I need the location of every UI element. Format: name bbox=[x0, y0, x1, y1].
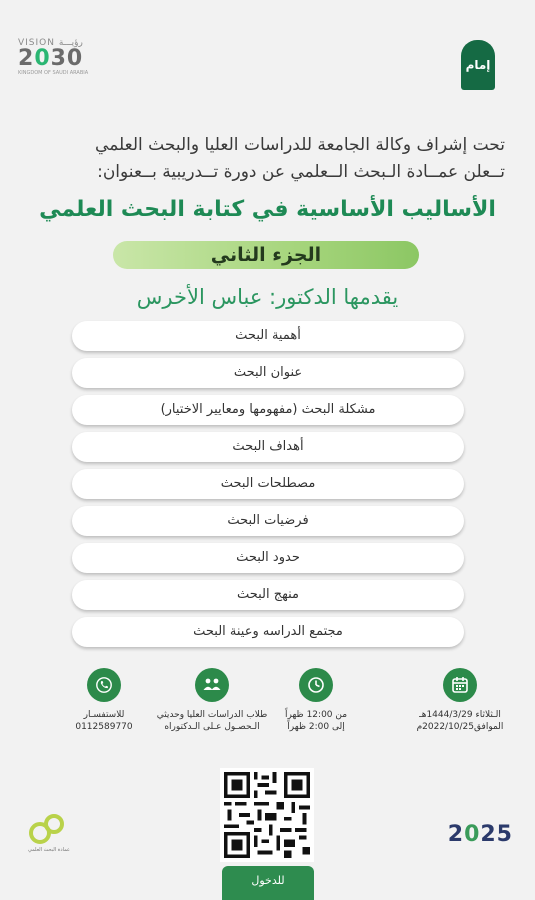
topic-item: عنوان البحث bbox=[72, 358, 464, 388]
topics-list bbox=[72, 321, 464, 654]
event-info-row bbox=[0, 668, 535, 748]
deanship-logo-text: عمادة البحث العلمي bbox=[28, 847, 71, 853]
vision-2030-logo bbox=[18, 38, 104, 88]
intro-text bbox=[25, 132, 505, 186]
topic-item: مجتمع الدراسه وعينة البحث bbox=[72, 617, 464, 647]
enter-button[interactable]: للدخول bbox=[222, 866, 314, 900]
clock-icon bbox=[299, 668, 333, 702]
vision-year: 2030 bbox=[18, 46, 84, 71]
deanship-logo bbox=[28, 813, 98, 853]
contact-label: للاستفسـار bbox=[83, 710, 125, 720]
topic-item: أهداف البحث bbox=[72, 432, 464, 462]
vision-label: VISION رؤيـــة bbox=[18, 38, 83, 48]
audience-line-2: الـحصـول عـلى الـدكتوراه bbox=[164, 722, 260, 732]
presenter-name: يقدمها الدكتور: عباس الأخرس bbox=[136, 285, 399, 309]
university-logo bbox=[461, 40, 495, 90]
deanship-logo-icon bbox=[28, 813, 68, 845]
contact-phone: 0112589770 bbox=[75, 722, 133, 732]
phone-icon bbox=[87, 668, 121, 702]
time-start: من 12:00 ظهراً bbox=[284, 710, 348, 720]
intro-line-1: تحت إشراف وكالة الجامعة للدراسات العليا والبحث العلمي bbox=[95, 135, 505, 155]
date-gregorian: الموافق2022/10/25م bbox=[416, 722, 504, 732]
time-info bbox=[256, 668, 376, 733]
topic-item: مشكلة البحث (مفهومها ومعايير الاختيار) bbox=[72, 395, 464, 425]
date-info bbox=[400, 668, 520, 733]
topic-item: منهج البحث bbox=[72, 580, 464, 610]
date-hijri: الـثلاثاء 1444/3/29هـ bbox=[419, 710, 501, 720]
topic-item: حدود البحث bbox=[72, 543, 464, 573]
topic-item: أهمية البحث bbox=[72, 321, 464, 351]
vision-subtitle: KINGDOM OF SAUDI ARABIA bbox=[18, 70, 89, 76]
registration-qr-code[interactable] bbox=[220, 768, 314, 862]
audience-line-1: طلاب الدراسات العليا وحديثي bbox=[156, 710, 268, 720]
intro-line-2: تــعلن عمــادة الـبحث الــعلمي عن دورة تــدريبية بــعنوان: bbox=[97, 162, 505, 182]
audience-icon bbox=[195, 668, 229, 702]
audience-info bbox=[152, 668, 272, 733]
time-end: إلى 2:00 ظهراً bbox=[287, 722, 345, 732]
calendar-icon bbox=[443, 668, 477, 702]
contact-info bbox=[44, 668, 164, 733]
university-logo-text: إمام bbox=[465, 58, 491, 72]
topic-item: مصطلحات البحث bbox=[72, 469, 464, 499]
topic-item: فرضيات البحث bbox=[72, 506, 464, 536]
year-2025-logo: 2025 bbox=[447, 822, 513, 847]
course-title: الأساليب الأساسية في كتابة البحث العلمي bbox=[39, 197, 496, 222]
part-badge: الجزء الثاني bbox=[113, 241, 419, 269]
